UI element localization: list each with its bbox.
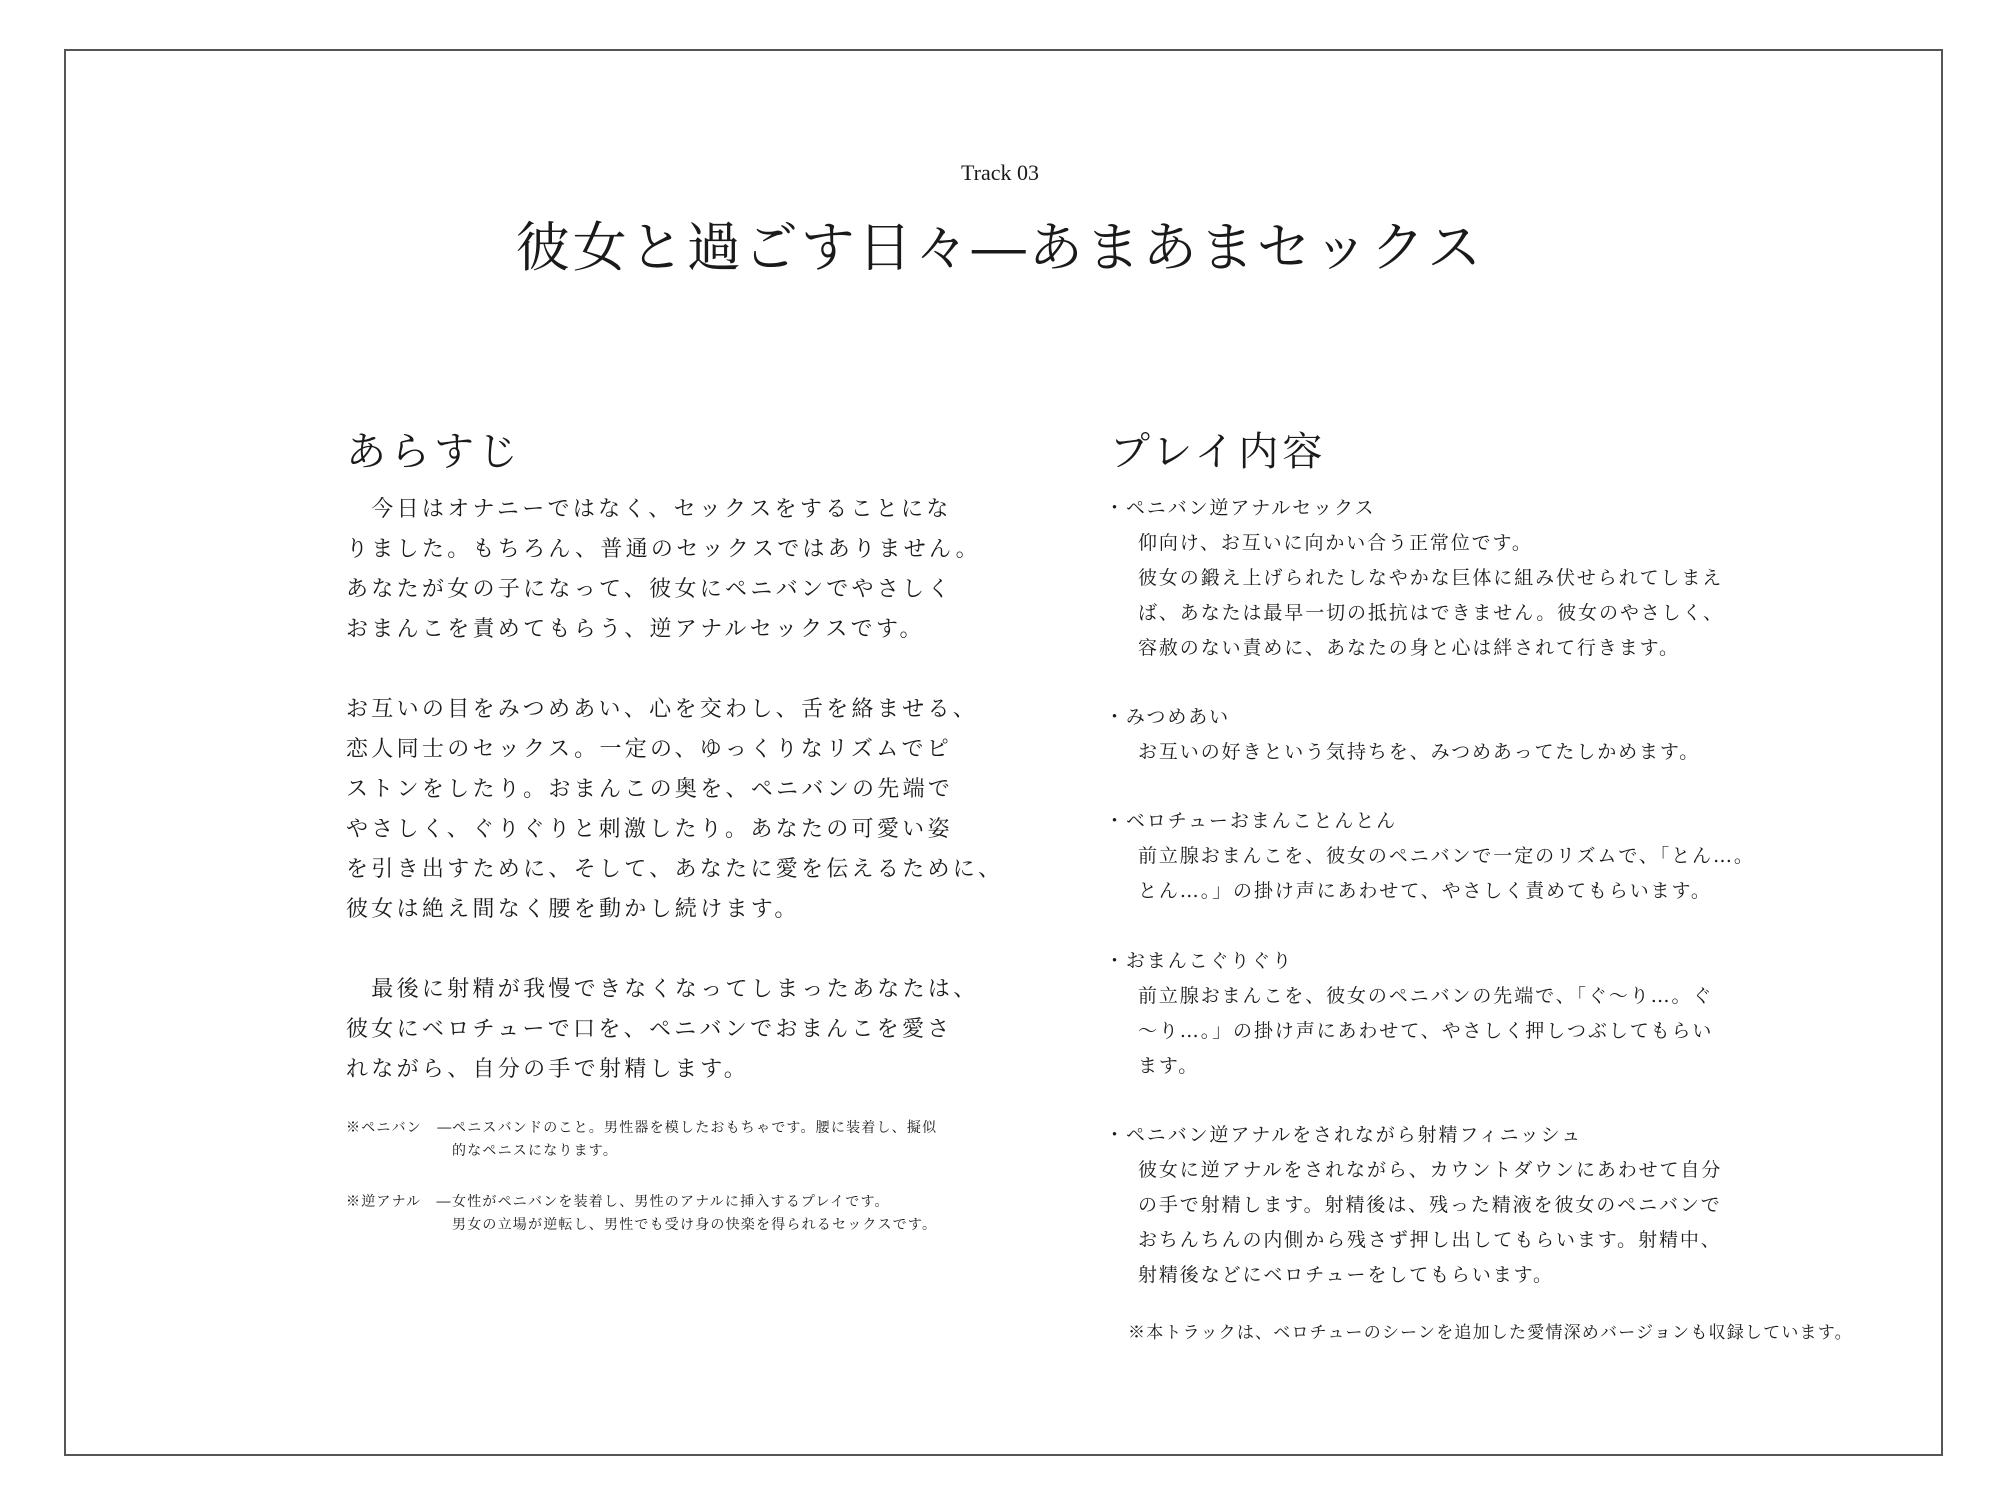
footnote-term: ※逆アナル ― bbox=[346, 1194, 452, 1210]
text-line: 射精後などにベロチューをしてもらいます。 bbox=[1138, 1264, 1554, 1286]
play-item bbox=[1105, 1118, 1722, 1293]
text-line: 前立腺おまんこを、彼女のペニバンで一定のリズムで、「とん…。 bbox=[1138, 845, 1755, 867]
play-item-title: ・ペニバン逆アナルをされながら射精フィニッシュ bbox=[1105, 1124, 1583, 1146]
text-line: おちんちんの内側から残さず押し出してもらいます。射精中、 bbox=[1138, 1229, 1722, 1251]
play-item-title: ・ペニバン逆アナルセックス bbox=[1105, 497, 1376, 519]
synopsis-paragraph-2 bbox=[346, 690, 1003, 930]
synopsis-paragraph-3 bbox=[346, 970, 979, 1090]
text-line: 前立腺おまんこを、彼女のペニバンの先端で、「ぐ～り…。ぐ bbox=[1138, 985, 1714, 1007]
text-line: やさしく、ぐりぐりと刺激したり。あなたの可愛い姿 bbox=[346, 817, 953, 842]
text-line: お互いの好きという気持ちを、みつめあってたしかめます。 bbox=[1138, 741, 1701, 763]
play-item bbox=[1105, 491, 1724, 666]
text-line: ～り…。」の掛け声にあわせて、やさしく押しつぶしてもらい bbox=[1138, 1020, 1714, 1042]
play-item bbox=[1105, 700, 1700, 770]
page-title: 彼女と過ごす日々―あまあまセックス bbox=[515, 216, 1485, 279]
text-line: 仰向け、お互いに向かい合う正常位です。 bbox=[1138, 532, 1533, 554]
text-line: とん…。」の掛け声にあわせて、やさしく責めてもらいます。 bbox=[1138, 880, 1712, 902]
synopsis-paragraph-1 bbox=[346, 490, 981, 650]
text-line: ストンをしたり。おまんこの奥を、ペニバンの先端で bbox=[346, 777, 954, 802]
text-line: ば、あなたは最早一切の抵抗はできません。彼女のやさしく、 bbox=[1138, 602, 1724, 624]
text-line: 彼女に逆アナルをされながら、カウントダウンにあわせて自分 bbox=[1138, 1159, 1723, 1181]
play-heading: プレイ内容 bbox=[1110, 429, 1327, 475]
text-line: 容赦のない責めに、あなたの身と心は絆されて行きます。 bbox=[1138, 637, 1680, 659]
play-item bbox=[1105, 944, 1713, 1084]
play-item bbox=[1105, 804, 1755, 909]
text-line: 恋人同士のセックス。一定の、ゆっくりなリズムでピ bbox=[346, 737, 953, 762]
text-line: れながら、自分の手で射精します。 bbox=[346, 1057, 750, 1082]
track-footnote: ※本トラックは、ベロチューのシーンを追加した愛情深めバージョンも収録しています。 bbox=[1128, 1323, 1853, 1343]
text-line: 彼女の鍛え上げられたしなやかな巨体に組み伏せられてしまえ bbox=[1138, 567, 1724, 589]
text-line: お互いの目をみつめあい、心を交わし、舌を絡ませる、 bbox=[346, 697, 979, 722]
text-line: 今日はオナニーではなく、セックスをすることにな bbox=[346, 497, 952, 522]
text-line: ます。 bbox=[1138, 1055, 1200, 1077]
play-item-title: ・みつめあい bbox=[1105, 706, 1231, 728]
footnote-line: 的なペニスになります。 bbox=[452, 1143, 619, 1159]
play-item-title: ・おまんこぐりぐり bbox=[1105, 950, 1294, 972]
track-label: Track 03 bbox=[960, 160, 1040, 185]
play-item-title: ・ベロチューおまんことんとん bbox=[1105, 810, 1398, 832]
text-line: を引き出すために、そして、あなたに愛を伝えるために、 bbox=[346, 857, 1004, 882]
synopsis-heading: あらすじ bbox=[346, 429, 522, 475]
footnote-line: 女性がペニバンを装着し、男性のアナルに挿入するプレイです。 bbox=[452, 1194, 890, 1210]
text-line: 彼女は絶え間なく腰を動かし続けます。 bbox=[346, 897, 800, 922]
text-line: の手で射精します。射精後は、残った精液を彼女のペニバンで bbox=[1138, 1194, 1722, 1216]
footnote-line: ペニスバンドのこと。男性器を模したおもちゃです。腰に装着し、擬似 bbox=[452, 1120, 938, 1136]
text-line: りました。もちろん、普通のセックスではありません。 bbox=[346, 537, 981, 562]
text-line: 最後に射精が我慢できなくなってしまったあなたは、 bbox=[346, 977, 979, 1002]
text-line: 彼女にベロチューで口を、ペニバンでおまんこを愛さ bbox=[346, 1017, 953, 1042]
footnote-line: 男女の立場が逆転し、男性でも受け身の快楽を得られるセックスです。 bbox=[452, 1217, 938, 1233]
text-line: おまんこを責めてもらう、逆アナルセックスです。 bbox=[346, 617, 925, 642]
text-line: あなたが女の子になって、彼女にペニバンでやさしく bbox=[346, 577, 953, 602]
footnote-term: ※ペニバン ― bbox=[346, 1120, 453, 1136]
